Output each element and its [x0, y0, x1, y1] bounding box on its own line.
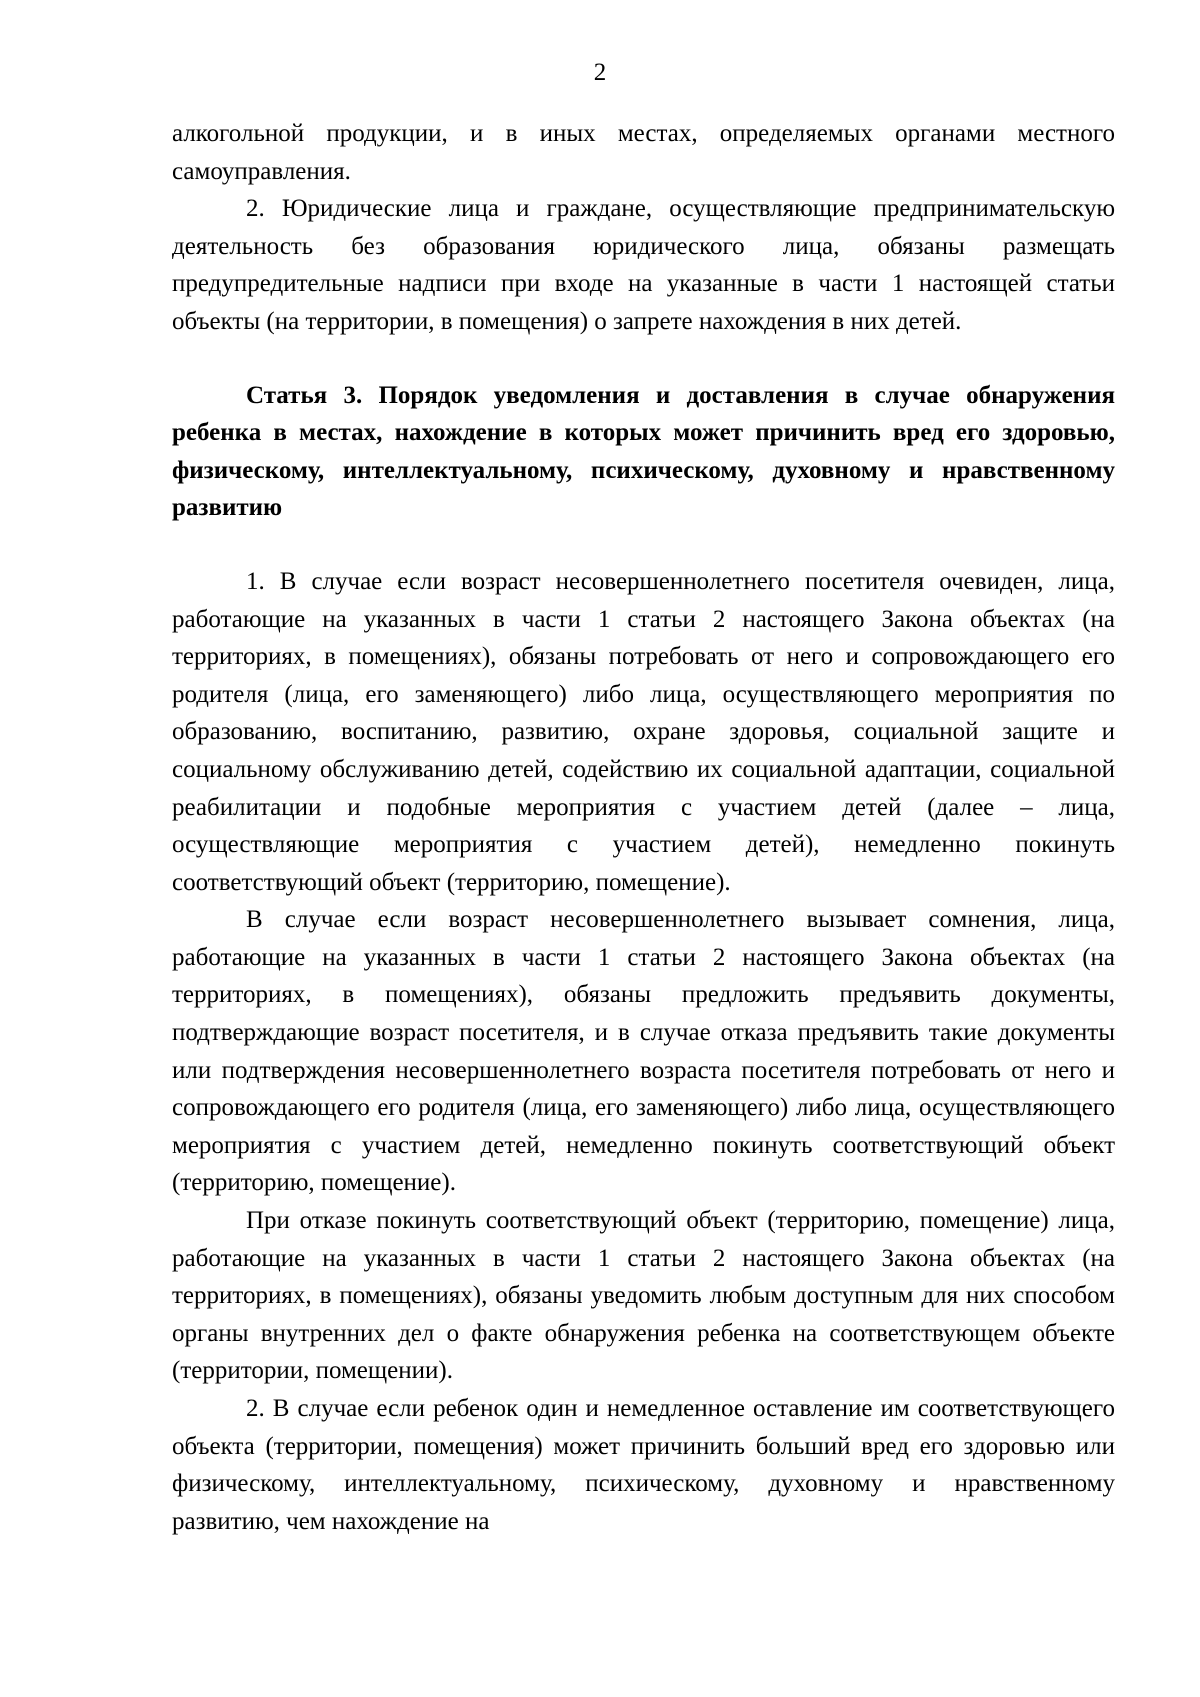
paragraph-article3-part1: 1. В случае если возраст несовершеннолетнего посетителя очевиден, лица, работающие на указанных в части 1 статьи 2 настоящего Закона объектах (на территориях, в помещениях), обязаны потребовать от него и сопровождающего его родителя (лица, его заменяющего) либо лица, осуществляющего мероприятия по образованию, воспитанию, развитию, охране здоровья, социальной защите и социальному обслуживанию детей, содействию их социальной адаптации, социальной реабилитации и подобные мероприятия с участием детей (далее – лица, осуществляющие мероприятия с участием детей), немедленно покинуть соответствующий объект (территорию, помещение).	[172, 567, 1115, 896]
article-3-heading: Статья 3. Порядок уведомления и доставления в случае обнаружения ребенка в местах, нахождение в которых может причинить вред его здоровью, физическому, интеллектуальному, психическому, духовному и нравственному развитию	[172, 381, 1115, 522]
document-body	[172, 115, 1115, 1540]
paragraph-age-doubt: В случае если возраст несовершеннолетнего вызывает сомнения, лица, работающие на указанных в части 1 статьи 2 настоящего Закона объектах (на территориях, в помещениях), обязаны предложить предъявить документы, подтверждающие возраст посетителя, и в случае отказа предъявить такие документы или подтверждения несовершеннолетнего возраста посетителя потребовать от него и сопровождающего его родителя (лица, его заменяющего) либо лица, осуществляющего мероприятия с участием детей, немедленно покинуть соответствующий объект (территорию, помещение).	[172, 906, 1115, 1197]
paragraph-article2-part2: 2. Юридические лица и граждане, осуществляющие предпринимательскую деятельность без образования юридического лица, обязаны размещать предупредительные надписи при входе на указанные в части 1 настоящей статьи объекты (на территории, в помещения) о запрете нахождения в них детей.	[172, 195, 1115, 335]
paragraph-article3-part2: 2. В случае если ребенок один и немедленное оставление им соответствующего объекта (территории, помещения) может причинить больший вред его здоровью или физическому, интеллектуальному, психическому, духовному и нравственному развитию, чем нахождение на	[172, 1395, 1115, 1535]
page-number: 2	[593, 59, 607, 86]
paragraph-continuation: алкогольной продукции, и в иных местах, определяемых органами местного самоуправления.	[172, 120, 1115, 185]
paragraph-refusal: При отказе покинуть соответствующий объект (территорию, помещение) лица, работающие на указанных в части 1 статьи 2 настоящего Закона объектах (на территориях, в помещениях), обязаны уведомить любым доступным для них способом органы внутренних дел о факте обнаружения ребенка на соответствующем объекте (территории, помещении).	[172, 1207, 1115, 1385]
